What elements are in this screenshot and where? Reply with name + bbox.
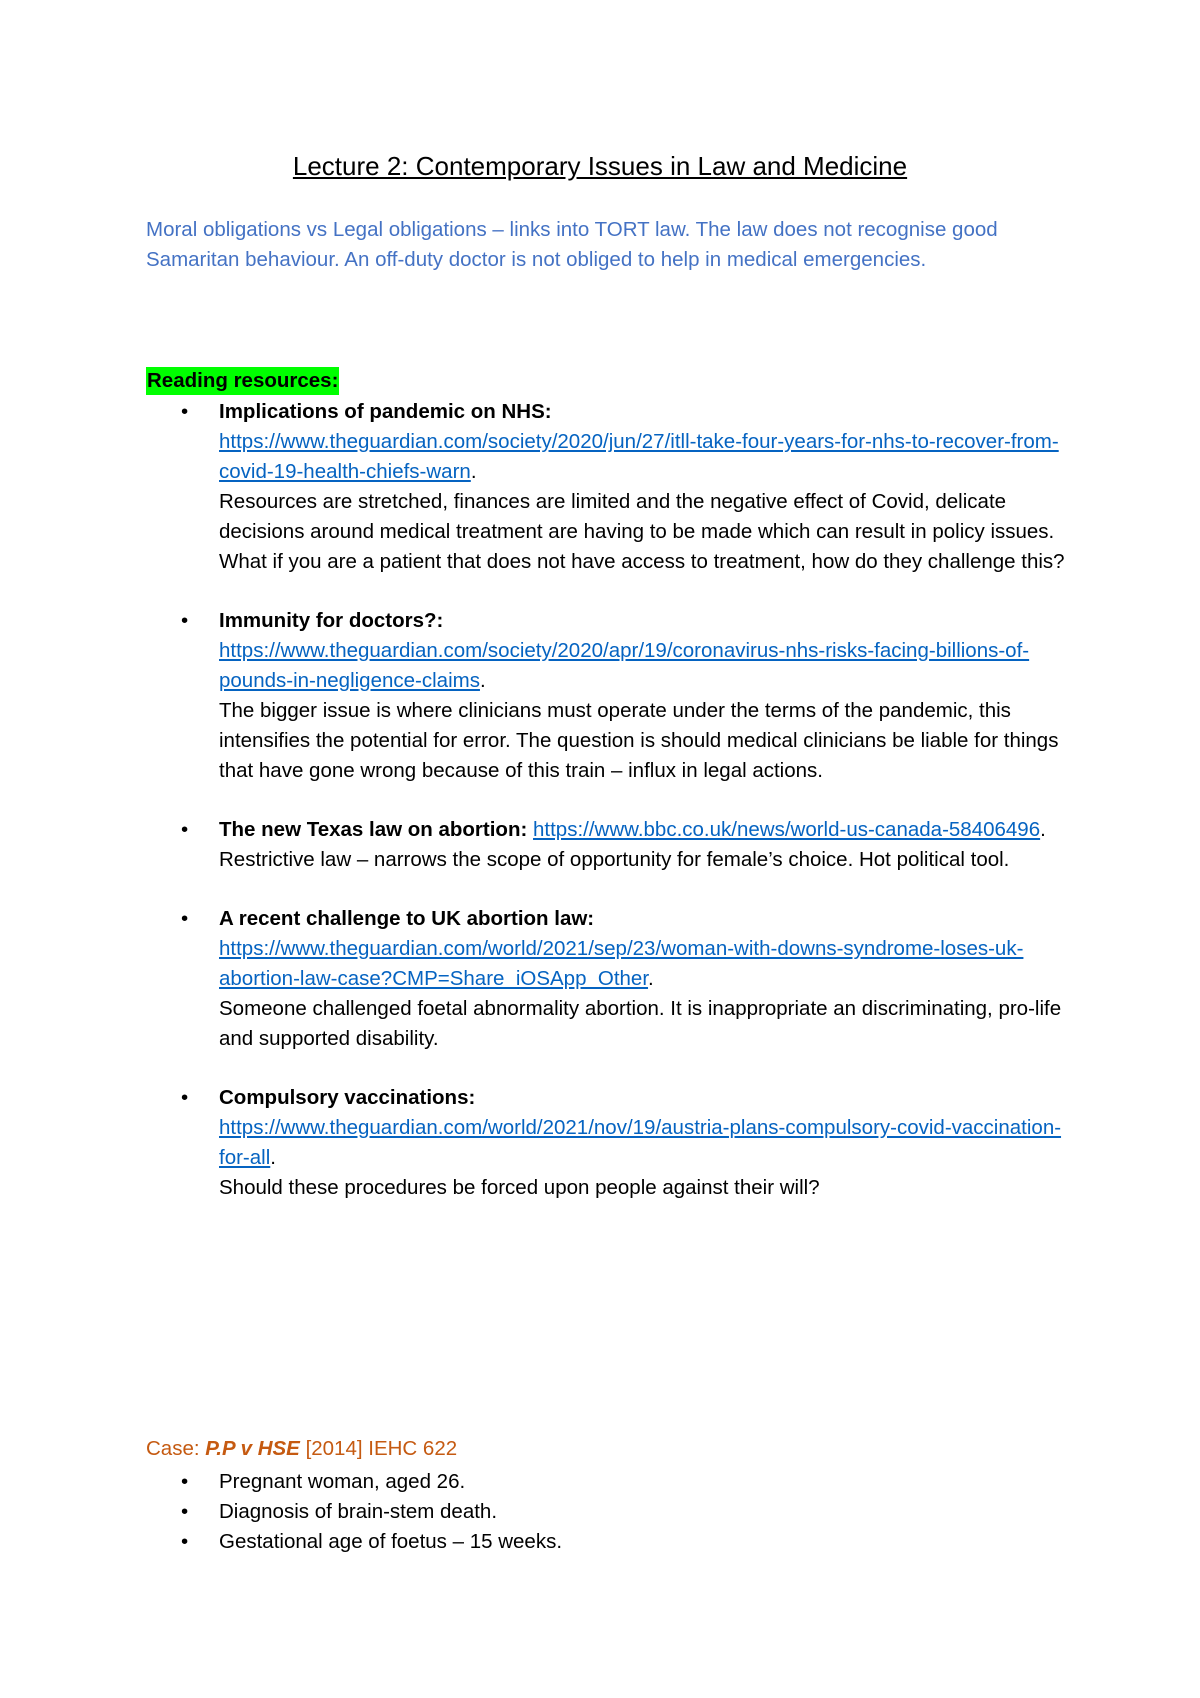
- page-title: Lecture 2: Contemporary Issues in Law and Medicine: [292, 151, 908, 181]
- link-punctuation: .: [1040, 818, 1046, 841]
- resource-heading: Compulsory vaccinations:: [219, 1086, 476, 1109]
- case-heading: [146, 1434, 457, 1464]
- resource-link[interactable]: https://www.theguardian.com/world/2021/sep/23/woman-with-downs-syndrome-loses-uk-abortion-law-case?CMP=Share_iOSApp_Other: [219, 937, 1024, 990]
- bullet-icon: •: [181, 1500, 189, 1523]
- bullet-icon: •: [181, 1086, 189, 1109]
- intro-paragraph: Moral obligations vs Legal obligations – links into TORT law. The law does not recognise good Samaritan behaviour. An off-duty doctor is not obliged to help in medical emergencies.: [146, 218, 998, 271]
- resource-item: [146, 815, 1076, 875]
- case-point-text: Diagnosis of brain-stem death.: [219, 1500, 498, 1523]
- resource-heading: Immunity for doctors?:: [219, 609, 444, 632]
- case-label: Case:: [146, 1437, 200, 1460]
- case-point: [146, 1497, 1076, 1527]
- resource-heading: A recent challenge to UK abortion law:: [219, 907, 595, 930]
- case-point-text: Gestational age of foetus – 15 weeks.: [219, 1530, 563, 1553]
- resource-link[interactable]: https://www.theguardian.com/world/2021/nov/19/austria-plans-compulsory-covid-vaccination-for-all: [219, 1116, 1062, 1169]
- resources-list: [146, 397, 1076, 1232]
- link-punctuation: .: [470, 460, 477, 483]
- resource-item: [146, 1083, 1076, 1203]
- reading-resources-heading: Reading resources:: [146, 367, 339, 395]
- resource-note: The bigger issue is where clinicians must operate under the terms of the pandemic, this intensifies the potential for error. The question is should medical clinicians be liable for things that have gone wrong because of this train – influx in legal actions.: [219, 699, 1059, 782]
- bullet-icon: •: [181, 609, 189, 632]
- bullet-icon: •: [181, 818, 189, 841]
- resource-heading: The new Texas law on abortion:: [219, 818, 528, 841]
- case-point: [146, 1467, 1076, 1497]
- resource-heading: Implications of pandemic on NHS:: [219, 400, 552, 423]
- resource-note: Restrictive law – narrows the scope of opportunity for female’s choice. Hot political tool.: [219, 848, 1010, 871]
- case-point: [146, 1527, 1076, 1557]
- resource-link[interactable]: https://www.theguardian.com/society/2020/apr/19/coronavirus-nhs-risks-facing-billions-of-pounds-in-negligence-claims: [219, 639, 1030, 692]
- resource-note: Should these procedures be forced upon people against their will?: [219, 1176, 820, 1199]
- resource-item: [146, 397, 1076, 577]
- bullet-icon: •: [181, 907, 189, 930]
- resource-item: [146, 606, 1076, 786]
- resource-note: Someone challenged foetal abnormality abortion. It is inappropriate an discriminating, pro-life and supported disability.: [219, 997, 1062, 1050]
- resource-link[interactable]: https://www.theguardian.com/society/2020/jun/27/itll-take-four-years-for-nhs-to-recover-from-covid-19-health-chiefs-warn: [219, 430, 1059, 483]
- case-points-list: [146, 1467, 1076, 1557]
- bullet-icon: •: [181, 1470, 189, 1493]
- link-punctuation: .: [270, 1146, 276, 1169]
- case-point-text: Pregnant woman, aged 26.: [219, 1470, 466, 1493]
- case-citation: [2014] IEHC 622: [305, 1437, 458, 1460]
- resource-item: [146, 904, 1076, 1054]
- link-punctuation: .: [648, 967, 654, 990]
- case-name: P.P v HSE: [205, 1437, 300, 1460]
- resource-note: What if you are a patient that does not have access to treatment, how do they challenge this?: [219, 550, 1065, 573]
- link-punctuation: .: [479, 669, 486, 692]
- resource-link[interactable]: https://www.bbc.co.uk/news/world-us-canada-58406496: [533, 818, 1041, 841]
- bullet-icon: •: [181, 1530, 189, 1553]
- resource-note: Resources are stretched, finances are limited and the negative effect of Covid, delicate decisions around medical treatment are having to be made which can result in policy issues.: [219, 490, 1055, 543]
- bullet-icon: •: [181, 400, 189, 423]
